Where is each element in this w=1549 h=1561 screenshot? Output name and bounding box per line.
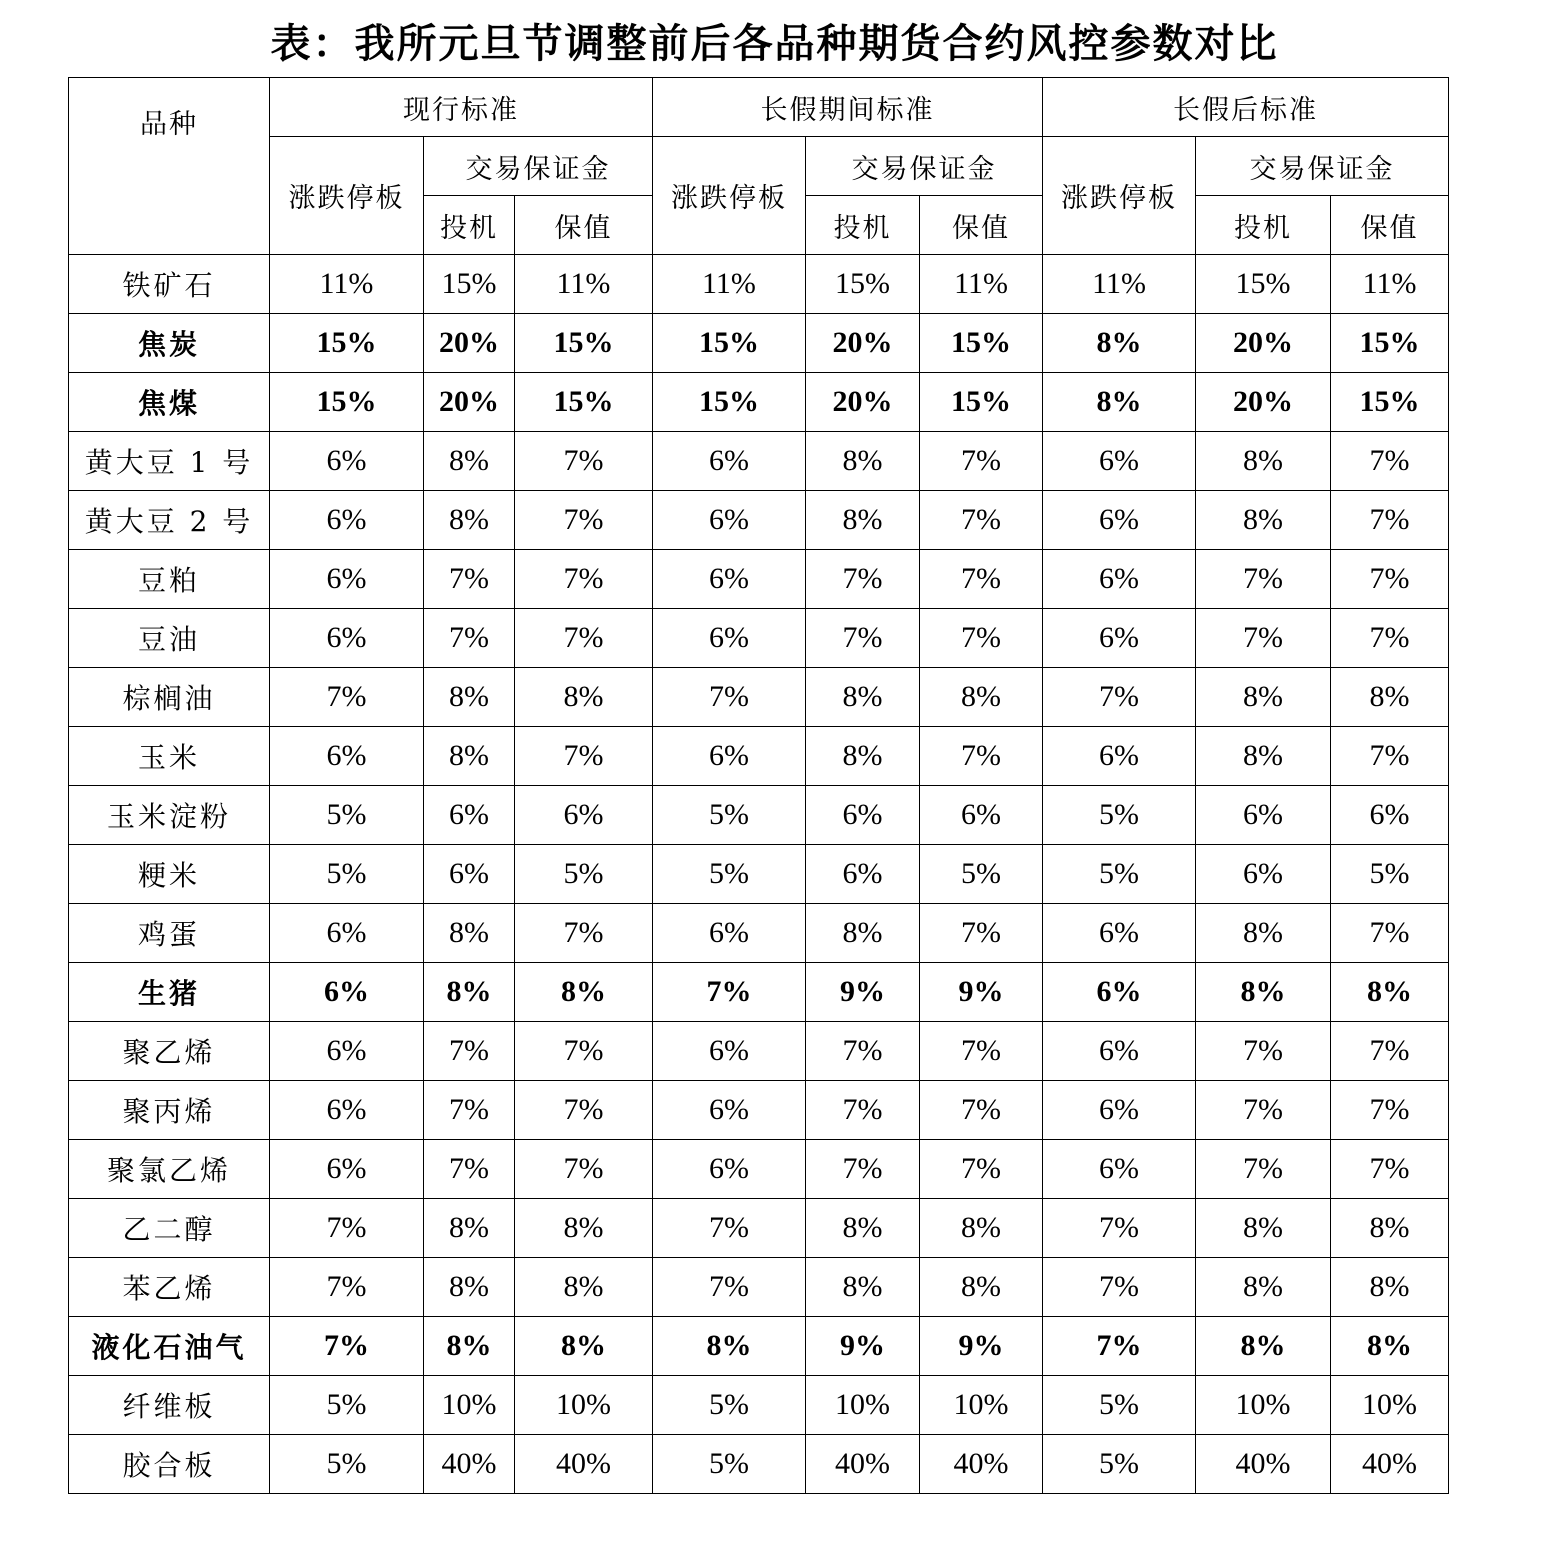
cell-hedge-current: 10%	[515, 1376, 653, 1435]
cell-limit-holiday: 6%	[653, 1081, 806, 1140]
cell-spec-after: 15%	[1196, 255, 1331, 314]
cell-hedge-after: 7%	[1331, 1081, 1449, 1140]
cell-limit-after: 6%	[1043, 904, 1196, 963]
cell-limit-holiday: 7%	[653, 668, 806, 727]
cell-spec-after: 8%	[1196, 1317, 1331, 1376]
cell-hedge-current: 40%	[515, 1435, 653, 1494]
cell-spec-after: 8%	[1196, 727, 1331, 786]
cell-hedge-after: 40%	[1331, 1435, 1449, 1494]
cell-limit-holiday: 6%	[653, 904, 806, 963]
cell-hedge-current: 5%	[515, 845, 653, 904]
table-header	[69, 78, 1449, 255]
cell-limit-current: 6%	[270, 609, 424, 668]
table-row	[69, 963, 1449, 1022]
table-row	[69, 373, 1449, 432]
cell-hedge-current: 15%	[515, 314, 653, 373]
cell-hedge-holiday: 10%	[920, 1376, 1043, 1435]
variety-name: 液化石油气	[69, 1317, 270, 1376]
cell-spec-after: 40%	[1196, 1435, 1331, 1494]
cell-hedge-after: 7%	[1331, 432, 1449, 491]
cell-hedge-holiday: 7%	[920, 1022, 1043, 1081]
cell-spec-after: 8%	[1196, 1199, 1331, 1258]
cell-hedge-after: 7%	[1331, 491, 1449, 550]
cell-limit-holiday: 6%	[653, 550, 806, 609]
table-row	[69, 668, 1449, 727]
variety-name: 生猪	[69, 963, 270, 1022]
header-hedge-after: 保值	[1331, 196, 1449, 255]
cell-limit-current: 6%	[270, 727, 424, 786]
cell-hedge-holiday: 15%	[920, 373, 1043, 432]
cell-hedge-current: 8%	[515, 963, 653, 1022]
cell-spec-current: 8%	[424, 904, 515, 963]
variety-name: 聚氯乙烯	[69, 1140, 270, 1199]
header-spec-current: 投机	[424, 196, 515, 255]
cell-limit-current: 5%	[270, 786, 424, 845]
cell-spec-current: 8%	[424, 491, 515, 550]
variety-name: 铁矿石	[69, 255, 270, 314]
cell-hedge-current: 7%	[515, 491, 653, 550]
table-row	[69, 1140, 1449, 1199]
cell-spec-current: 6%	[424, 845, 515, 904]
table-row	[69, 727, 1449, 786]
variety-name: 鸡蛋	[69, 904, 270, 963]
cell-spec-holiday: 8%	[806, 491, 920, 550]
cell-limit-current: 6%	[270, 432, 424, 491]
header-spec-after: 投机	[1196, 196, 1331, 255]
cell-hedge-holiday: 7%	[920, 609, 1043, 668]
cell-limit-holiday: 5%	[653, 1435, 806, 1494]
cell-limit-current: 5%	[270, 845, 424, 904]
cell-hedge-after: 8%	[1331, 963, 1449, 1022]
cell-limit-current: 6%	[270, 963, 424, 1022]
cell-hedge-holiday: 40%	[920, 1435, 1043, 1494]
variety-name: 黄大豆 2 号	[69, 491, 270, 550]
cell-spec-after: 20%	[1196, 373, 1331, 432]
cell-hedge-holiday: 8%	[920, 1199, 1043, 1258]
header-margin-current: 交易保证金	[424, 137, 653, 196]
header-hedge-current: 保值	[515, 196, 653, 255]
cell-spec-holiday: 8%	[806, 1258, 920, 1317]
cell-hedge-holiday: 8%	[920, 1258, 1043, 1317]
cell-spec-current: 8%	[424, 432, 515, 491]
cell-limit-current: 5%	[270, 1376, 424, 1435]
table-row	[69, 1435, 1449, 1494]
cell-limit-after: 6%	[1043, 491, 1196, 550]
cell-limit-holiday: 7%	[653, 963, 806, 1022]
header-margin-holiday: 交易保证金	[806, 137, 1043, 196]
cell-limit-after: 6%	[1043, 1022, 1196, 1081]
cell-limit-current: 11%	[270, 255, 424, 314]
cell-hedge-holiday: 9%	[920, 1317, 1043, 1376]
variety-name: 聚乙烯	[69, 1022, 270, 1081]
cell-spec-current: 15%	[424, 255, 515, 314]
cell-hedge-current: 7%	[515, 1081, 653, 1140]
cell-limit-after: 7%	[1043, 1258, 1196, 1317]
variety-name: 粳米	[69, 845, 270, 904]
cell-spec-holiday: 7%	[806, 550, 920, 609]
table-body	[69, 255, 1449, 1494]
cell-spec-current: 7%	[424, 550, 515, 609]
table-row	[69, 550, 1449, 609]
cell-spec-after: 20%	[1196, 314, 1331, 373]
cell-spec-holiday: 7%	[806, 1022, 920, 1081]
cell-spec-holiday: 8%	[806, 904, 920, 963]
cell-hedge-after: 11%	[1331, 255, 1449, 314]
cell-spec-holiday: 20%	[806, 373, 920, 432]
cell-hedge-current: 8%	[515, 1199, 653, 1258]
cell-spec-current: 40%	[424, 1435, 515, 1494]
cell-limit-after: 7%	[1043, 1317, 1196, 1376]
cell-limit-current: 6%	[270, 904, 424, 963]
cell-limit-holiday: 5%	[653, 786, 806, 845]
cell-limit-current: 6%	[270, 1022, 424, 1081]
cell-spec-after: 6%	[1196, 786, 1331, 845]
cell-spec-holiday: 9%	[806, 963, 920, 1022]
header-group-after: 长假后标准	[1043, 78, 1449, 137]
cell-hedge-after: 7%	[1331, 904, 1449, 963]
cell-limit-after: 5%	[1043, 1376, 1196, 1435]
cell-hedge-current: 11%	[515, 255, 653, 314]
cell-spec-current: 7%	[424, 609, 515, 668]
table-row	[69, 845, 1449, 904]
cell-limit-after: 5%	[1043, 786, 1196, 845]
variety-name: 黄大豆 1 号	[69, 432, 270, 491]
cell-limit-after: 6%	[1043, 432, 1196, 491]
cell-hedge-after: 8%	[1331, 668, 1449, 727]
cell-spec-after: 8%	[1196, 963, 1331, 1022]
cell-limit-holiday: 15%	[653, 314, 806, 373]
table-row	[69, 1022, 1449, 1081]
table-row	[69, 491, 1449, 550]
cell-limit-after: 5%	[1043, 1435, 1196, 1494]
cell-spec-holiday: 8%	[806, 727, 920, 786]
cell-spec-after: 7%	[1196, 1022, 1331, 1081]
cell-limit-after: 6%	[1043, 1081, 1196, 1140]
cell-limit-holiday: 15%	[653, 373, 806, 432]
cell-spec-current: 8%	[424, 1317, 515, 1376]
table-row	[69, 1081, 1449, 1140]
cell-spec-holiday: 6%	[806, 845, 920, 904]
cell-hedge-after: 8%	[1331, 1317, 1449, 1376]
table-row	[69, 1258, 1449, 1317]
table-row	[69, 432, 1449, 491]
cell-spec-current: 7%	[424, 1140, 515, 1199]
cell-limit-current: 7%	[270, 668, 424, 727]
header-hedge-holiday: 保值	[920, 196, 1043, 255]
variety-name: 苯乙烯	[69, 1258, 270, 1317]
table-title: 表：我所元旦节调整前后各品种期货合约风控参数对比	[270, 21, 1279, 67]
cell-limit-current: 6%	[270, 550, 424, 609]
cell-limit-holiday: 6%	[653, 609, 806, 668]
table-row	[69, 609, 1449, 668]
table-row	[69, 1199, 1449, 1258]
variety-name: 焦炭	[69, 314, 270, 373]
cell-hedge-holiday: 8%	[920, 668, 1043, 727]
variety-name: 纤维板	[69, 1376, 270, 1435]
cell-hedge-holiday: 6%	[920, 786, 1043, 845]
cell-spec-current: 8%	[424, 1199, 515, 1258]
cell-spec-holiday: 8%	[806, 668, 920, 727]
cell-spec-holiday: 7%	[806, 1140, 920, 1199]
cell-limit-current: 7%	[270, 1258, 424, 1317]
table-row	[69, 255, 1449, 314]
variety-name: 玉米	[69, 727, 270, 786]
cell-spec-after: 10%	[1196, 1376, 1331, 1435]
cell-hedge-after: 8%	[1331, 1199, 1449, 1258]
cell-limit-current: 7%	[270, 1199, 424, 1258]
cell-hedge-holiday: 15%	[920, 314, 1043, 373]
cell-spec-current: 8%	[424, 963, 515, 1022]
cell-limit-holiday: 6%	[653, 432, 806, 491]
variety-name: 玉米淀粉	[69, 786, 270, 845]
cell-hedge-current: 6%	[515, 786, 653, 845]
cell-limit-after: 6%	[1043, 550, 1196, 609]
cell-hedge-holiday: 7%	[920, 432, 1043, 491]
cell-limit-holiday: 5%	[653, 845, 806, 904]
cell-spec-holiday: 20%	[806, 314, 920, 373]
cell-limit-after: 7%	[1043, 1199, 1196, 1258]
cell-spec-holiday: 8%	[806, 1199, 920, 1258]
cell-spec-current: 20%	[424, 314, 515, 373]
cell-hedge-current: 7%	[515, 550, 653, 609]
cell-limit-holiday: 7%	[653, 1199, 806, 1258]
cell-spec-holiday: 10%	[806, 1376, 920, 1435]
table-row	[69, 786, 1449, 845]
cell-spec-current: 6%	[424, 786, 515, 845]
cell-hedge-holiday: 7%	[920, 1081, 1043, 1140]
cell-spec-holiday: 7%	[806, 609, 920, 668]
cell-spec-after: 8%	[1196, 668, 1331, 727]
cell-hedge-after: 7%	[1331, 609, 1449, 668]
cell-spec-holiday: 6%	[806, 786, 920, 845]
cell-limit-holiday: 6%	[653, 727, 806, 786]
cell-spec-holiday: 8%	[806, 432, 920, 491]
cell-limit-current: 7%	[270, 1317, 424, 1376]
cell-hedge-after: 15%	[1331, 373, 1449, 432]
cell-limit-current: 6%	[270, 1081, 424, 1140]
cell-spec-after: 7%	[1196, 1140, 1331, 1199]
cell-spec-current: 10%	[424, 1376, 515, 1435]
cell-limit-after: 5%	[1043, 845, 1196, 904]
cell-hedge-current: 8%	[515, 1258, 653, 1317]
header-group-current: 现行标准	[270, 78, 653, 137]
cell-limit-holiday: 7%	[653, 1258, 806, 1317]
cell-limit-current: 15%	[270, 314, 424, 373]
cell-spec-after: 7%	[1196, 550, 1331, 609]
cell-limit-holiday: 6%	[653, 1140, 806, 1199]
header-limit-holiday: 涨跌停板	[653, 137, 806, 255]
cell-hedge-current: 7%	[515, 432, 653, 491]
cell-spec-after: 7%	[1196, 609, 1331, 668]
cell-hedge-current: 7%	[515, 727, 653, 786]
cell-hedge-current: 15%	[515, 373, 653, 432]
cell-spec-after: 8%	[1196, 432, 1331, 491]
cell-spec-after: 8%	[1196, 1258, 1331, 1317]
cell-hedge-holiday: 7%	[920, 904, 1043, 963]
cell-limit-after: 8%	[1043, 314, 1196, 373]
cell-limit-after: 8%	[1043, 373, 1196, 432]
cell-hedge-current: 8%	[515, 668, 653, 727]
variety-name: 棕榈油	[69, 668, 270, 727]
cell-spec-after: 7%	[1196, 1081, 1331, 1140]
table-row	[69, 1317, 1449, 1376]
cell-hedge-holiday: 11%	[920, 255, 1043, 314]
cell-limit-holiday: 6%	[653, 491, 806, 550]
cell-limit-holiday: 8%	[653, 1317, 806, 1376]
cell-hedge-current: 7%	[515, 1022, 653, 1081]
cell-hedge-after: 7%	[1331, 727, 1449, 786]
cell-spec-holiday: 9%	[806, 1317, 920, 1376]
cell-hedge-after: 15%	[1331, 314, 1449, 373]
header-spec-holiday: 投机	[806, 196, 920, 255]
cell-limit-after: 7%	[1043, 668, 1196, 727]
cell-spec-current: 8%	[424, 668, 515, 727]
variety-name: 焦煤	[69, 373, 270, 432]
cell-limit-holiday: 6%	[653, 1022, 806, 1081]
cell-hedge-after: 6%	[1331, 786, 1449, 845]
cell-limit-after: 6%	[1043, 963, 1196, 1022]
cell-limit-after: 6%	[1043, 1140, 1196, 1199]
cell-hedge-after: 10%	[1331, 1376, 1449, 1435]
cell-hedge-after: 7%	[1331, 1140, 1449, 1199]
cell-hedge-after: 7%	[1331, 1022, 1449, 1081]
header-group-holiday: 长假期间标准	[653, 78, 1043, 137]
header-variety: 品种	[69, 78, 270, 255]
cell-limit-after: 6%	[1043, 727, 1196, 786]
cell-hedge-holiday: 7%	[920, 1140, 1043, 1199]
cell-hedge-holiday: 9%	[920, 963, 1043, 1022]
cell-hedge-holiday: 7%	[920, 550, 1043, 609]
cell-hedge-current: 7%	[515, 1140, 653, 1199]
cell-hedge-current: 7%	[515, 904, 653, 963]
cell-hedge-holiday: 7%	[920, 491, 1043, 550]
cell-hedge-current: 8%	[515, 1317, 653, 1376]
cell-spec-holiday: 7%	[806, 1081, 920, 1140]
table-row	[69, 904, 1449, 963]
variety-name: 豆油	[69, 609, 270, 668]
cell-hedge-holiday: 7%	[920, 727, 1043, 786]
cell-limit-after: 6%	[1043, 609, 1196, 668]
cell-spec-current: 7%	[424, 1022, 515, 1081]
cell-hedge-after: 5%	[1331, 845, 1449, 904]
variety-name: 豆粕	[69, 550, 270, 609]
variety-name: 乙二醇	[69, 1199, 270, 1258]
cell-limit-current: 6%	[270, 1140, 424, 1199]
cell-limit-current: 15%	[270, 373, 424, 432]
cell-hedge-after: 8%	[1331, 1258, 1449, 1317]
cell-spec-current: 8%	[424, 727, 515, 786]
cell-spec-current: 20%	[424, 373, 515, 432]
cell-spec-after: 8%	[1196, 904, 1331, 963]
header-limit-current: 涨跌停板	[270, 137, 424, 255]
variety-name: 胶合板	[69, 1435, 270, 1494]
cell-hedge-after: 7%	[1331, 550, 1449, 609]
table-row	[69, 1376, 1449, 1435]
table-row	[69, 314, 1449, 373]
risk-parameter-table	[68, 77, 1449, 1494]
cell-spec-current: 8%	[424, 1258, 515, 1317]
cell-limit-current: 5%	[270, 1435, 424, 1494]
cell-limit-after: 11%	[1043, 255, 1196, 314]
cell-spec-after: 6%	[1196, 845, 1331, 904]
header-limit-after: 涨跌停板	[1043, 137, 1196, 255]
cell-limit-holiday: 11%	[653, 255, 806, 314]
cell-hedge-holiday: 5%	[920, 845, 1043, 904]
variety-name: 聚丙烯	[69, 1081, 270, 1140]
cell-limit-current: 6%	[270, 491, 424, 550]
header-margin-after: 交易保证金	[1196, 137, 1449, 196]
cell-spec-current: 7%	[424, 1081, 515, 1140]
cell-limit-holiday: 5%	[653, 1376, 806, 1435]
cell-spec-holiday: 40%	[806, 1435, 920, 1494]
cell-spec-holiday: 15%	[806, 255, 920, 314]
cell-hedge-current: 7%	[515, 609, 653, 668]
cell-spec-after: 8%	[1196, 491, 1331, 550]
